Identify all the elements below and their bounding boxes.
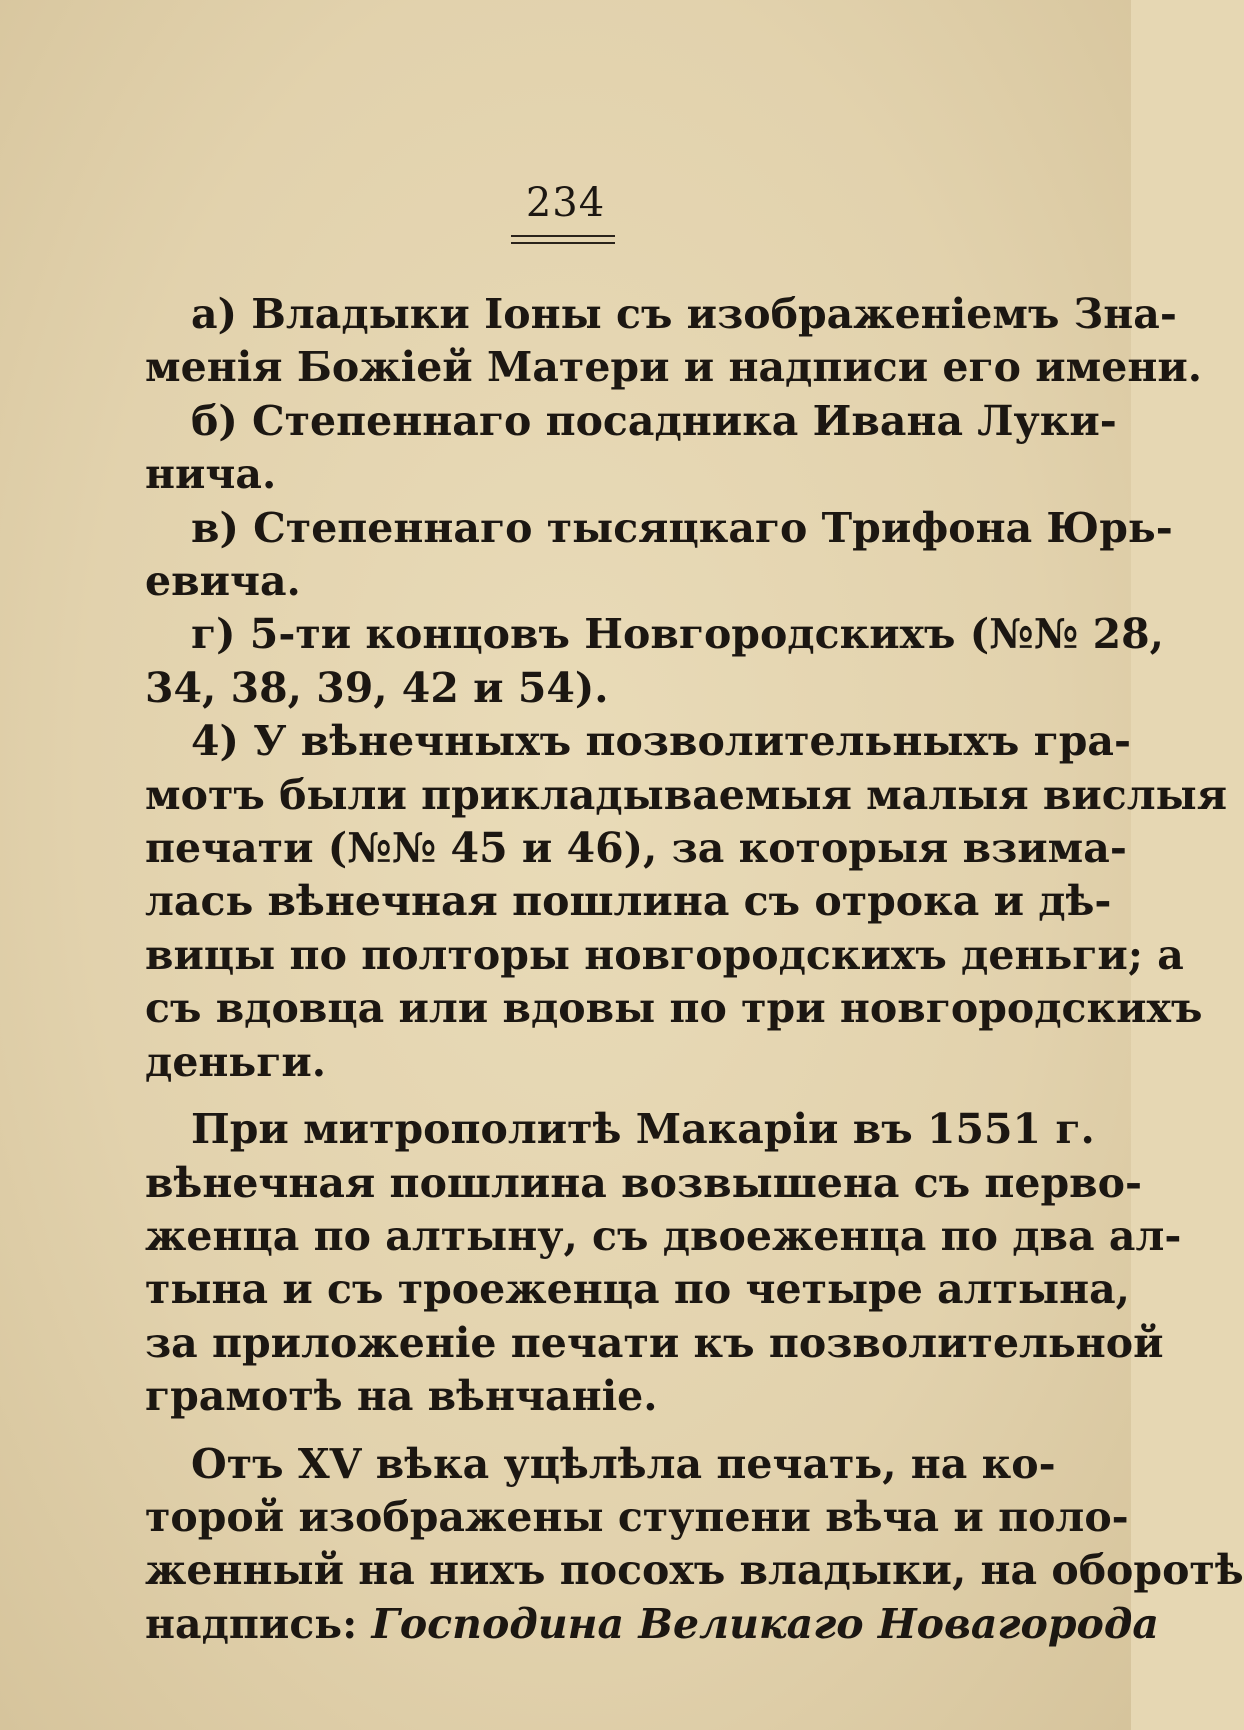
paragraph-gap (145, 1424, 985, 1438)
text-line: а) Владыки Іоны съ изображеніемъ Зна- (191, 290, 1177, 338)
body-text (145, 288, 1244, 1651)
text-line: б) Степеннаго посадника Ивана Луки- (191, 396, 1117, 445)
text-line: Отъ XV вѣка уцѣлѣла печать, на ко- (191, 1439, 1056, 1488)
paragraph-g (145, 608, 1164, 715)
text-line: г) 5-ти концовъ Новгородскихъ (№№ 28, (191, 610, 1164, 659)
text-line: 34, 38, 39, 42 и 54). (145, 663, 609, 712)
text-line: деньги. (145, 1037, 327, 1086)
text-line: печати (№№ 45 и 46), за которыя взима- (145, 824, 1127, 873)
text-line: в) Степеннаго тысяцкаго Трифона Юрь- (191, 503, 1173, 552)
text-line: грамотѣ на вѣнчаніе. (145, 1372, 658, 1421)
text-line-final (145, 1598, 1159, 1651)
text-line: тына и съ троеженца по четыре алтына, (145, 1265, 1130, 1314)
paragraph-v (145, 502, 1173, 609)
paragraph-4 (145, 715, 1228, 1089)
text-line: съ вдовца или вдовы по три новгородскихъ (145, 984, 1203, 1033)
text-line: вѣнечная пошлина возвышена съ перво- (145, 1158, 1143, 1207)
header-rule (511, 242, 615, 244)
text-line: мотъ были прикладываемыя малыя вислыя (145, 770, 1228, 819)
inscription-text: Господина Великаго Новагорода (371, 1599, 1159, 1648)
text-line: за приложеніе печати къ позволительной (145, 1318, 1164, 1367)
page-number: 234 (525, 180, 606, 226)
paragraph-b (145, 395, 1117, 502)
text-line: женца по алтыну, съ двоеженца по два ал- (145, 1211, 1182, 1260)
text-line: При митрополитѣ Макаріи въ 1551 г. (191, 1105, 1095, 1154)
text-line: лась вѣнечная пошлина съ отрока и дѣ- (145, 877, 1112, 926)
header-rule (511, 235, 615, 237)
text-line: евича. (145, 557, 301, 606)
text-line: менія Божіей Матери и надписи его имени. (145, 343, 1203, 392)
text-line: нича. (145, 450, 277, 499)
paragraph-gap (145, 1089, 985, 1103)
text-line: женный на нихъ посохъ владыки, на оборотѣ (145, 1546, 1244, 1595)
text-line: 4) У вѣнечныхъ позволительныхъ гра- (191, 717, 1131, 766)
inscription-prefix: надпись: (145, 1599, 372, 1648)
text-line: торой изображены ступени вѣча и поло- (145, 1492, 1129, 1541)
paragraph-makarii (145, 1103, 1182, 1423)
paragraph-a (145, 288, 1203, 395)
text-line: вицы по полторы новгородскихъ деньги; а (145, 930, 1184, 979)
paragraph-xv-century (145, 1438, 1244, 1652)
